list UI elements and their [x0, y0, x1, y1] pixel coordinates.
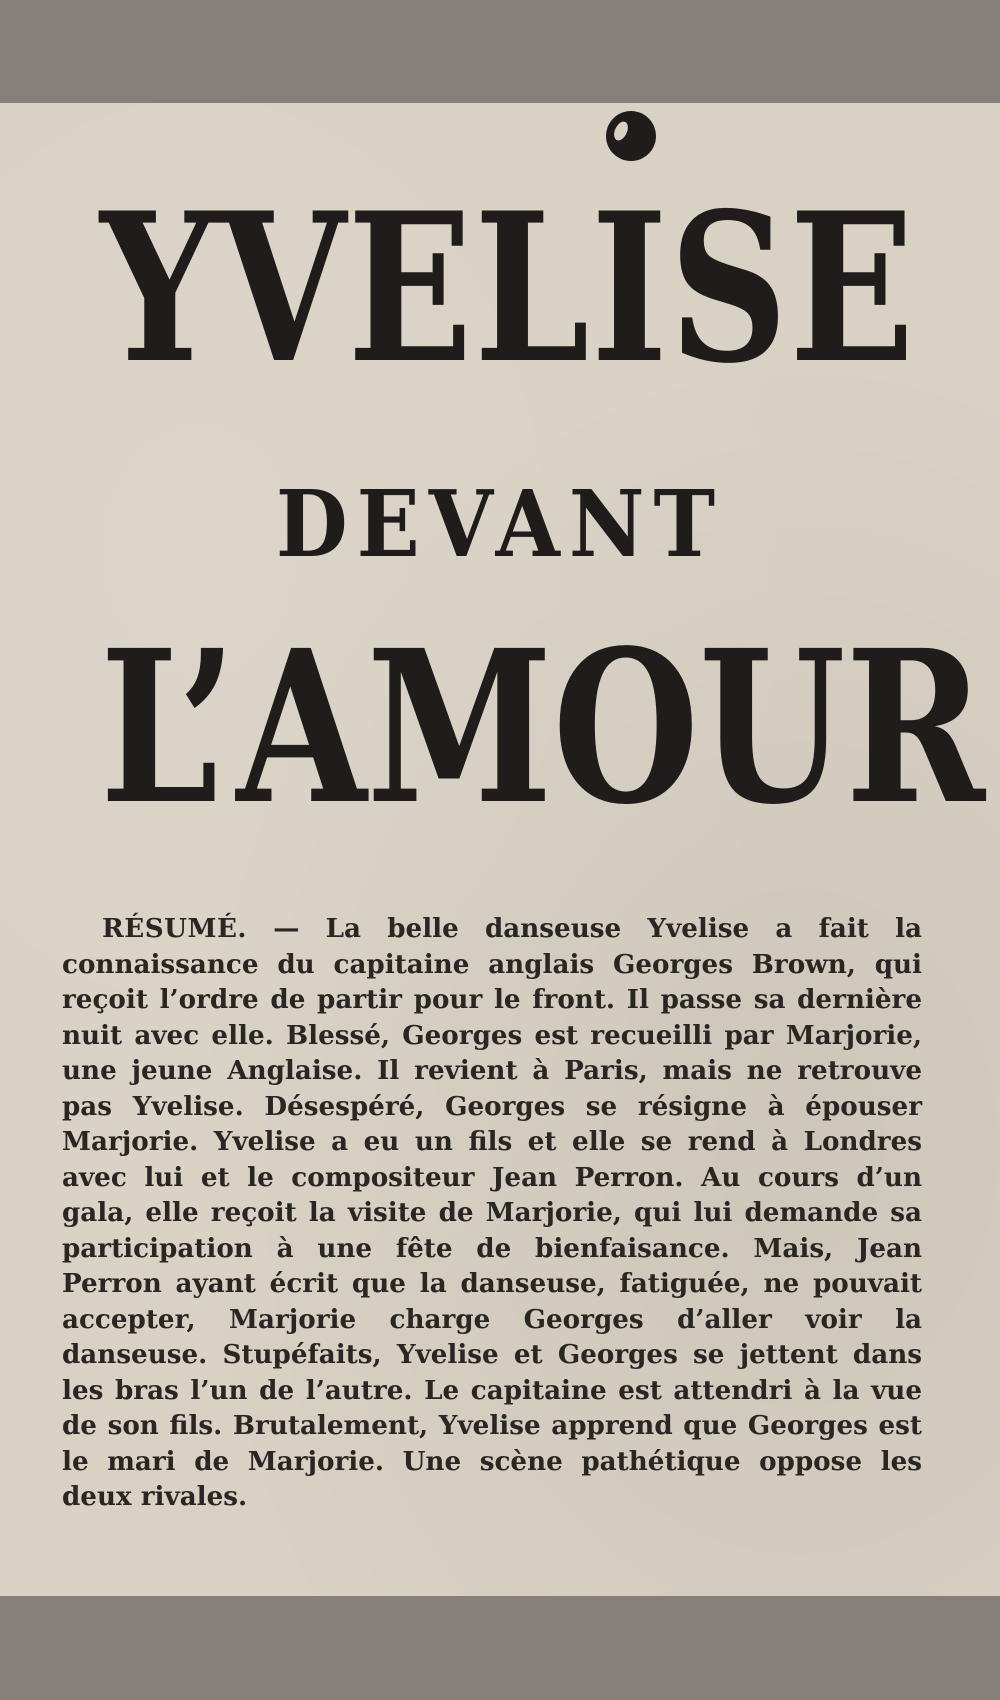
- title-line-2: DEVANT: [275, 470, 725, 578]
- title-line-3: L’AMOUR: [100, 604, 986, 851]
- newspaper-clipping: [0, 103, 1000, 1596]
- ornament-dot-icon: [606, 111, 656, 161]
- summary-paragraph: [62, 911, 922, 1515]
- summary-label: RÉSUMÉ.: [102, 913, 248, 944]
- title-line-1: YVELISE: [100, 169, 916, 409]
- summary-text: — La belle danseuse Yvelise a fait la connaissance du capitaine anglais Georges Brown, qui reçoit l’ordre de partir pour le front. Il passe sa dernière nuit avec elle. Blessé, Georges est recueilli par Marjorie, une jeune Anglaise. Il revient à Paris, mais ne retrouve pas Yvelise. Désespéré, Georges se résigne à épouser Marjorie. Yvelise a eu un fils et elle se rend à Londres avec lui et le compositeur Jean Perron. Au cours d’un gala, elle reçoit la visite de Marjorie, qui lui demande sa participation à une fête de bienfaisance. Mais, Jean Perron ayant écrit que la danseuse, fatiguée, ne pouvait accepter, Marjorie charge Georges d’aller voir la danseuse. Stupéfaits, Yvelise et Georges se jettent dans les bras l’un de l’autre. Le capitaine est attendri à la vue de son fils. Brutalement, Yvelise apprend que Georges est le mari de Marjorie. Une scène pathétique oppose les deux rivales.: [62, 913, 922, 1512]
